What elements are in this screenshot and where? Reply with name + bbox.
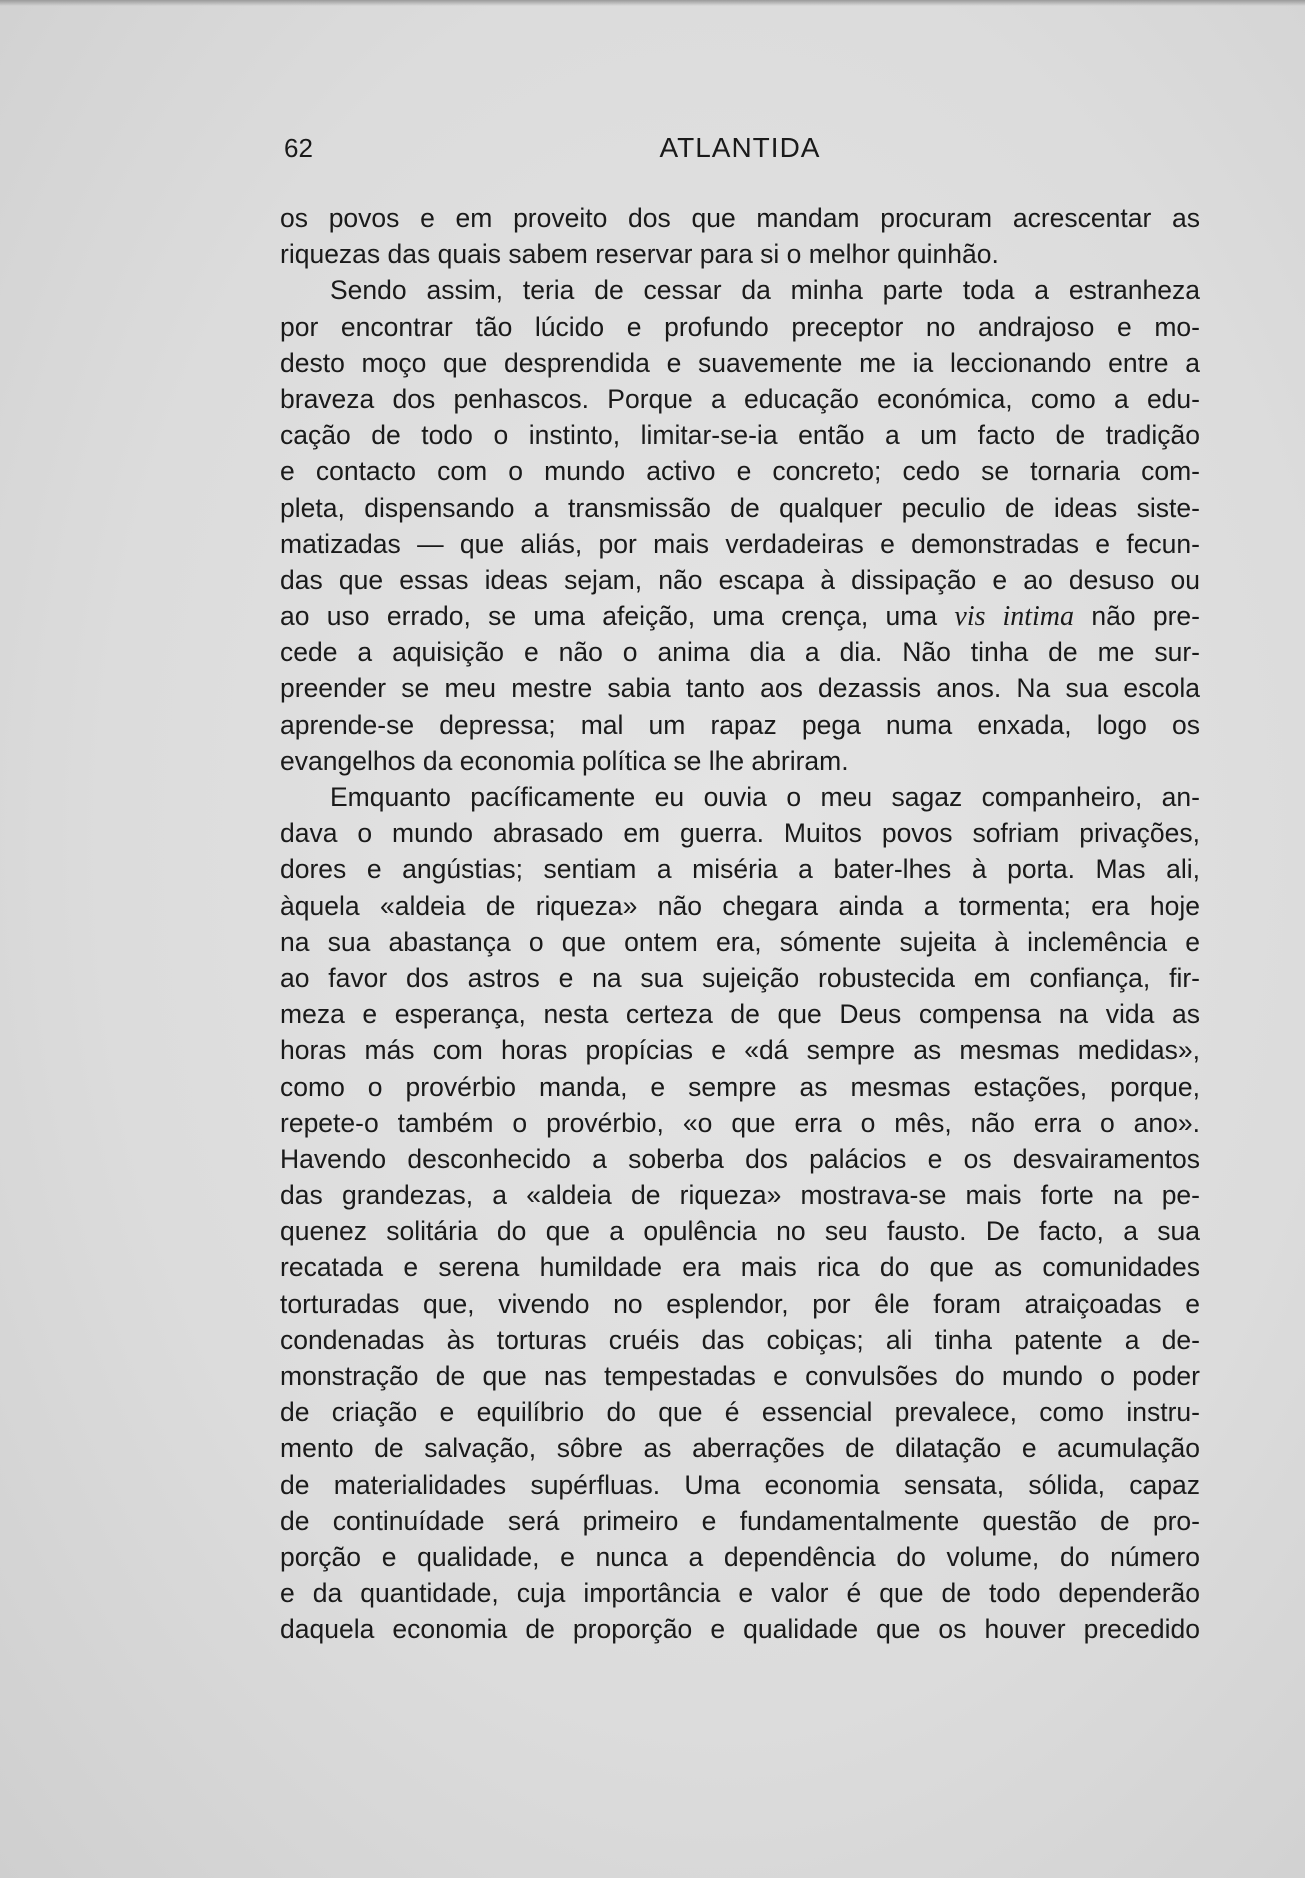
text-segment: ao uso errado, se uma afeição, uma crença, uma — [280, 601, 955, 632]
text-line: de materialidades supérfluas. Uma economia sensata, sólida, capaz — [280, 1469, 1200, 1500]
text-line: aprende-se depressa; mal um rapaz pega numa enxada, logo os — [280, 709, 1200, 740]
text-line: desto moço que desprendida e suavemente me ia leccionando entre a — [280, 347, 1200, 378]
text-line: condenadas às torturas cruéis das cobiças; ali tinha patente a de- — [280, 1324, 1200, 1355]
text-line: cação de todo o instinto, limitar-se-ia então a um facto de tradição — [280, 420, 1200, 451]
text-line: das grandezas, a «aldeia de riqueza» mostrava-se mais forte na pe- — [280, 1180, 1200, 1211]
text-line: Havendo desconhecido a soberba dos palácios e os desvairamentos — [280, 1143, 1200, 1174]
italic-phrase: vis intima — [954, 601, 1075, 633]
text-line: como o provérbio manda, e sempre as mesmas estações, porque, — [280, 1071, 1200, 1102]
text-line: dava o mundo abrasado em guerra. Muitos povos sofriam privações, — [280, 818, 1200, 849]
text-line: Emquanto pacíficamente eu ouvia o meu sagaz companheiro, an- — [330, 782, 1200, 812]
text-line: monstração de que nas tempestadas e convulsões do mundo o poder — [280, 1361, 1200, 1391]
page-top-edge — [0, 0, 1305, 6]
text-line: braveza dos penhascos. Porque a educação económica, como a edu- — [280, 383, 1200, 414]
text-line — [280, 598, 1200, 634]
text-line: na sua abastança o que ontem era, sómente sujeita à inclemência e — [280, 926, 1200, 957]
text-line: pleta, dispensando a transmissão de qualquer peculio de ideas siste- — [280, 492, 1200, 523]
text-line: repete-o também o provérbio, «o que erra o mês, não erra o ano». — [280, 1107, 1200, 1138]
text-line: meza e esperança, nesta certeza de que Deus compensa na vida as — [280, 999, 1200, 1030]
text-line: porção e qualidade, e nunca a dependência do volume, do número — [280, 1541, 1200, 1572]
text-line: ao favor dos astros e na sua sujeição robustecida em confiança, fir- — [280, 962, 1200, 993]
text-line: de continuídade será primeiro e fundamentalmente questão de pro- — [280, 1505, 1200, 1536]
page-number: 62 — [284, 133, 313, 163]
text-line: matizadas — que aliás, por mais verdadeiras e demonstradas e fecun- — [280, 528, 1200, 559]
text-line: dores e angústias; sentiam a miséria a bater-lhes à porta. Mas ali, — [280, 854, 1200, 885]
text-line: por encontrar tão lúcido e profundo preceptor no andrajoso e mo- — [280, 311, 1200, 342]
text-segment: não pre- — [1074, 601, 1200, 632]
text-line: torturadas que, vivendo no esplendor, por êle foram atraiçoadas e — [280, 1288, 1200, 1319]
body-text — [280, 200, 1200, 1648]
text-line: riquezas das quais sabem reservar para si o melhor quinhão. — [280, 239, 999, 270]
text-line: preender se meu mestre sabia tanto aos dezassis anos. Na sua escola — [280, 673, 1200, 704]
text-line: de criação e equilíbrio do que é essencial prevalece, como instru- — [280, 1397, 1200, 1428]
running-title: ATLANTIDA — [659, 132, 821, 163]
text-line: das que essas ideas sejam, não escapa à dissipação e ao desuso ou — [280, 564, 1200, 595]
text-line: daquela economia de proporção e qualidade que os houver precedido — [280, 1614, 1200, 1645]
text-line: cede a aquisição e não o anima dia a dia. Não tinha de me sur- — [280, 637, 1200, 668]
text-line: quenez solitária do que a opulência no seu fausto. De facto, a sua — [280, 1216, 1200, 1247]
text-line: horas más com horas propícias e «dá sempre as mesmas medidas», — [280, 1035, 1200, 1066]
text-line: mento de salvação, sôbre as aberrações de dilatação e acumulação — [280, 1433, 1200, 1464]
running-head — [280, 128, 1200, 168]
text-line: os povos e em proveito dos que mandam procuram acrescentar as — [280, 203, 1200, 233]
text-line: e da quantidade, cuja importância e valor é que de todo dependerão — [280, 1578, 1200, 1609]
text-line: e contacto com o mundo activo e concreto; cedo se tornaria com- — [280, 456, 1200, 487]
text-line: recatada e serena humildade era mais rica do que as comunidades — [280, 1252, 1200, 1283]
text-line: àquela «aldeia de riqueza» não chegara ainda a tormenta; era hoje — [280, 890, 1200, 921]
text-line: Sendo assim, teria de cessar da minha parte toda a estranheza — [330, 275, 1200, 306]
text-line: evangelhos da economia política se lhe abriram. — [280, 745, 849, 776]
